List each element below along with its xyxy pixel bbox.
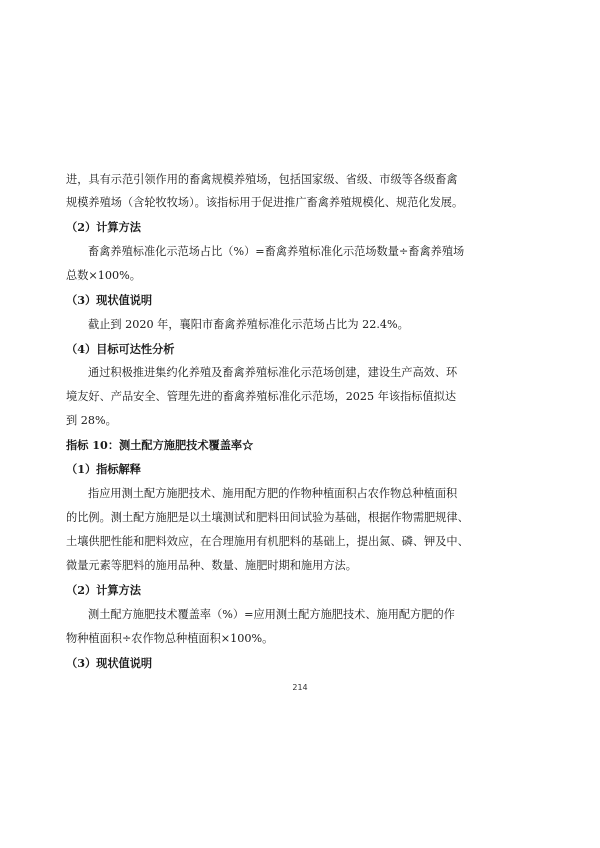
section-heading: （2）计算方法	[66, 583, 141, 597]
section-heading: （3）现状值说明	[66, 656, 153, 670]
paragraph-line: 的比例。测土配方施肥是以土壤测试和肥料田间试验为基础，根据作物需肥规律、	[66, 511, 469, 524]
paragraph-line: 测土配方施肥技术覆盖率（%）=应用测土配方施肥技术、施用配方肥的作	[88, 608, 455, 621]
paragraph-line: 土壤供肥性能和肥料效应，在合理施用有机肥料的基础上，提出氮、磷、钾及中、	[66, 535, 469, 548]
indicator-heading: 指标 10：测土配方施肥技术覆盖率☆	[66, 438, 254, 452]
paragraph-line: 微量元素等肥料的施用品种、数量、施肥时期和施用方法。	[66, 559, 357, 572]
page-number: 214	[292, 683, 308, 692]
paragraph-line: 规模养殖场（含轮牧牧场）。该指标用于促进推广畜禽养殖规模化、规范化发展。	[66, 196, 464, 209]
paragraph-line: 进，具有示范引领作用的畜禽规模养殖场，包括国家级、省级、市级等各级畜禽	[66, 173, 458, 186]
paragraph-line: 通过积极推进集约化养殖及畜禽养殖标准化示范场创建，建设生产高效、环	[88, 366, 458, 379]
paragraph-line: 总数×100%。	[66, 269, 141, 282]
paragraph-line: 指应用测土配方施肥技术、施用配方肥的作物种植面积占农作物总种植面积	[88, 487, 458, 500]
section-heading: （1）指标解释	[66, 462, 141, 476]
paragraph-line: 物种植面积÷农作物总种植面积×100%。	[66, 632, 274, 645]
paragraph-line: 到 28%。	[66, 414, 117, 427]
paragraph-line: 境友好、产品安全、管理先进的畜禽养殖标准化示范场，2025 年该指标值拟达	[66, 390, 457, 403]
section-heading: （2）计算方法	[66, 220, 141, 234]
section-heading: （3）现状值说明	[66, 293, 153, 307]
paragraph-line: 畜禽养殖标准化示范场占比（%）=畜禽养殖标准化示范场数量÷畜禽养殖场	[88, 245, 465, 258]
section-heading: （4）目标可达性分析	[66, 342, 175, 356]
paragraph-line: 截止到 2020 年，襄阳市畜禽养殖标准化示范场占比为 22.4%。	[88, 318, 409, 331]
